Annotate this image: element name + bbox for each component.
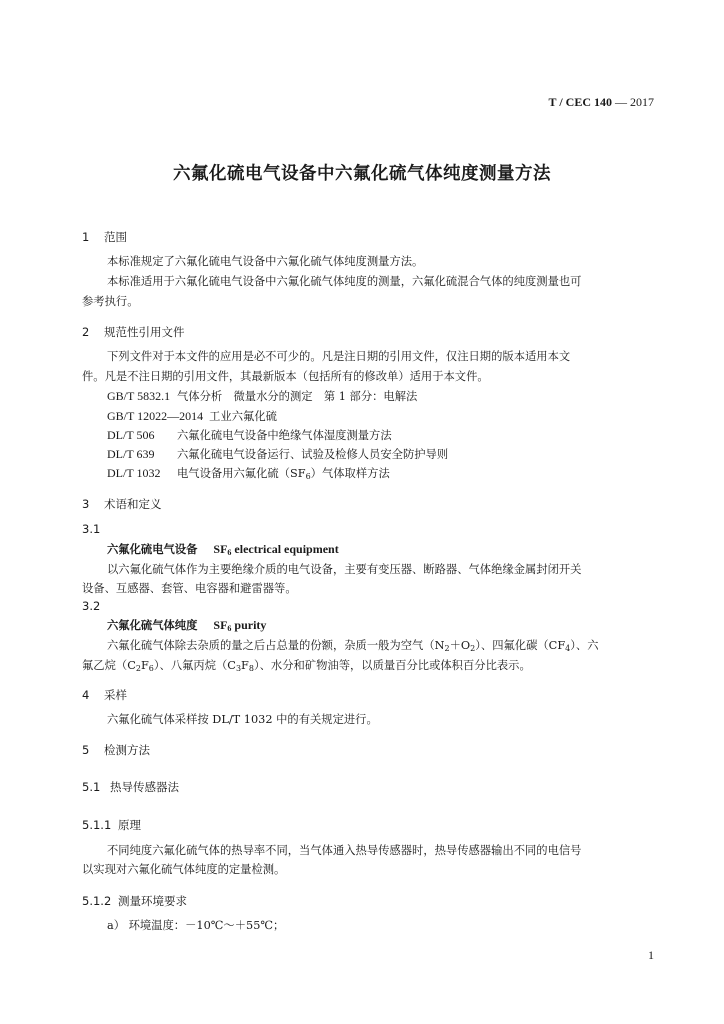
section-2-heading: 2 规范性引用文件 <box>82 325 185 339</box>
document-title: 六氟化硫电气设备中六氟化硫气体纯度测量方法 <box>173 164 551 184</box>
term-3-2-definition: 六氟化硫气体除去杂质的量之后占总量的份额，杂质一般为空气$(N_2+O_2)$、四氟化碳$(CF_4)$、六 <box>107 639 599 653</box>
section-5-1-1-para-1: 不同纯度六氟化硫气体的热导率不同，当气体通入热导传感器时，热导传感器输出不同的电信号 <box>107 844 582 857</box>
reference-item: DL/T 1032 电气设备用六氟化硫$(SF_6)$气体取样方法 <box>107 466 390 481</box>
section-5-1-2-heading: 5.1.2 测量环境要求 <box>82 894 187 908</box>
section-3-heading: 3 术语和定义 <box>82 497 162 511</box>
list-item-a: a） 环境温度：－10℃～＋55℃； <box>107 919 285 932</box>
section-1-para-2: 本标准适用于六氟化硫电气设备中六氟化硫气体纯度的测量，六氟化硫混合气体的纯度测量也可 <box>107 275 582 288</box>
term-3-2-definition-cont: 氟乙烷$(C_2F_6)$、八氟丙烷$(C_3F_8)$、水分和矿物油等，以质量百分比或体积百分比表示。 <box>82 659 531 673</box>
page-number: 1 <box>648 948 654 962</box>
section-1-heading: 1 范围 <box>82 230 127 244</box>
term-3-1-definition: 以六氟化硫气体作为主要绝缘介质的电气设备，主要有变压器、断路器、气体绝缘金属封闭开关 <box>107 563 582 576</box>
section-2-para-1: 下列文件对于本文件的应用是必不可少的。凡是注日期的引用文件，仅注日期的版本适用本文 <box>107 350 571 363</box>
term-3-2-number: 3.2 <box>82 599 101 613</box>
term-3-2-name: 六氟化硫气体纯度 $SF_6$ purity <box>107 618 267 633</box>
reference-item: GB/T 12022—2014 工业六氟化硫 <box>107 409 277 423</box>
section-4-heading: 4 采样 <box>82 688 127 702</box>
section-5-1-1-heading: 5.1.1 原理 <box>82 818 141 832</box>
term-3-1-definition-cont: 设备、互感器、套管、电容器和避雷器等。 <box>82 582 297 595</box>
term-3-1-name: 六氟化硫电气设备 $SF_6$ electrical equipment <box>107 542 339 557</box>
reference-item: GB/T 5832.1 气体分析 微量水分的测定 第 1 部分：电解法 <box>107 389 418 403</box>
section-5-1-heading: 5.1 热导传感器法 <box>82 780 179 794</box>
term-3-1-number: 3.1 <box>82 522 101 536</box>
reference-item: DL/T 506 六氟化硫电气设备中绝缘气体湿度测量方法 <box>107 428 392 442</box>
reference-item: DL/T 639 六氟化硫电气设备运行、试验及检修人员安全防护导则 <box>107 447 449 461</box>
section-4-para-1: 六氟化硫气体采样按 DL/T 1032 中的有关规定进行。 <box>107 713 378 726</box>
section-5-heading: 5 检测方法 <box>82 743 150 757</box>
section-1-para-2-cont: 参考执行。 <box>82 295 139 308</box>
section-5-1-1-para-1-cont: 以实现对六氟化硫气体纯度的定量检测。 <box>82 863 286 876</box>
section-2-para-1-cont: 件。凡是不注日期的引用文件，其最新版本（包括所有的修改单）适用于本文件。 <box>82 370 489 383</box>
section-1-para-1: 本标准规定了六氟化硫电气设备中六氟化硫气体纯度测量方法。 <box>107 255 424 268</box>
standard-code-header: T / CEC 140 — 2017 <box>548 95 654 109</box>
